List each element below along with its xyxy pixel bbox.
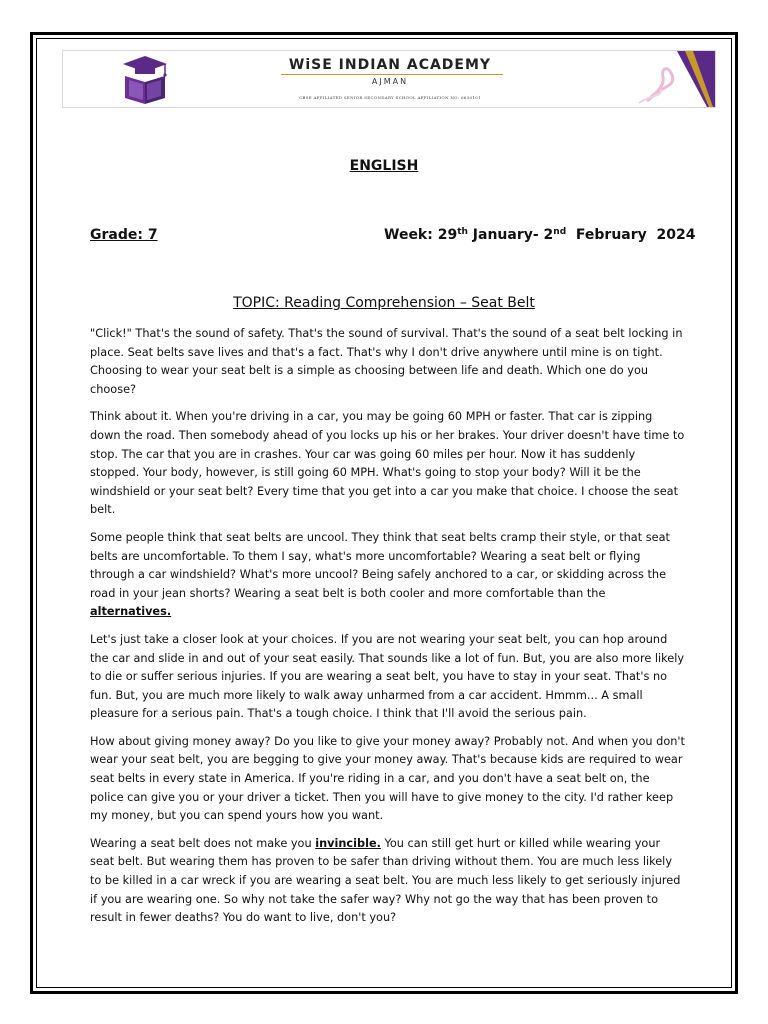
week-sup-nd: nd (553, 227, 567, 237)
corner-ribbon-decoration (619, 51, 715, 107)
paragraph-2: Think about it. When you're driving in a car, you may be going 60 MPH or faster. That car is zipping down the road. Then somebody ahead of you locks up his or her brakes. Your driver doesn't have time to stop. The car that you are in crashes. Your car was going 60 miles per hour. Now it has suddenly stopped. Your body, however, is still going 60 MPH. What's going to stop your body? Will it be the windshield or your seat belt? Every time that you get into a car you make that choice. I choose the seat belt. (90, 410, 685, 517)
paragraph-3-text: Some people think that seat belts are uncool. They think that seat belts cramp their style, or that seat belts are uncomfortable. To them I say, what's more uncomfortable? Wearing a seat belt or flying through a car windshield? What's more uncool? Being safely anchored to a car, or skidding across the road in your jean shorts? Wearing a seat belt is both cooler and more comfortable than the (90, 530, 670, 600)
paragraph-5: How about giving money away? Do you like to give your money away? Probably not. And when you don't wear your seat belt, you are begging to give your money away. That's because kids are required to wear seat belts in every state in America. If you're riding in a car, and you don't have a seat belt on, the police can give you or your driver a ticket. Then you will have to give money to the city. I'd rather keep my money, but you can spend yours how you want. (90, 734, 685, 823)
vocab-invincible: invincible. (315, 836, 381, 850)
school-affiliation: CBSE AFFILIATED SENIOR SECONDARY SCHOOL AFFILIATION NO: 6630101 (299, 95, 481, 100)
school-name: WiSE INDIAN ACADEMY (288, 57, 492, 73)
reading-passage (90, 325, 686, 937)
school-city: AJMAN (371, 77, 409, 86)
topic-title: TOPIC: Reading Comprehension – Seat Belt (233, 295, 535, 311)
paragraph-1: "Click!" That's the sound of safety. That's the sound of survival. That's the sound of a seat belt locking in place. Seat belts save lives and that's a fact. That's why I don't drive anywhere until mine is on tight. Choosing to wear your seat belt is a simple as choosing between life and death. Which one do you choose? (90, 327, 683, 396)
paragraph-6-text-start: Wearing a seat belt does not make you (90, 836, 316, 850)
week-sup-th: th (457, 227, 468, 237)
week-suffix: February 2024 (566, 227, 696, 243)
week-middle: January- 2 (467, 227, 554, 243)
subject-title: ENGLISH (349, 158, 419, 174)
paragraph-6 (90, 835, 686, 928)
school-header (62, 50, 716, 108)
grade-label: Grade: 7 (90, 227, 158, 243)
week-label (384, 227, 695, 243)
vocab-alternatives: alternatives. (90, 605, 172, 619)
header-gold-rule (281, 74, 503, 75)
paragraph-3 (90, 529, 686, 622)
week-prefix: Week: 29 (384, 227, 458, 243)
paragraph-6-text-end: You can still get hurt or killed while wearing your seat belt. But wearing them has proven to be safer than driving without them. You are much less likely to be killed in a car wreck if you are wearing a seat belt. You are much less likely to get seriously injured if you are wearing one. So why not take the safer way? Why not go the way that has been proven to result in fewer deaths? You do want to live, don't you? (90, 836, 681, 925)
paragraph-4: Let's just take a closer look at your choices. If you are not wearing your seat belt, you can hop around the car and slide in and out of your seat easily. That sounds like a lot of fun. But, you are also more likely to die or suffer serious injuries. If you are wearing a seat belt, you have to stay in your seat. That's no fun. But, you are much more likely to walk away unharmed from a car accident. Hmmm... A small pleasure for a serious pain. That's a tough choice. I think that I'll avoid the serious pain. (90, 632, 685, 721)
